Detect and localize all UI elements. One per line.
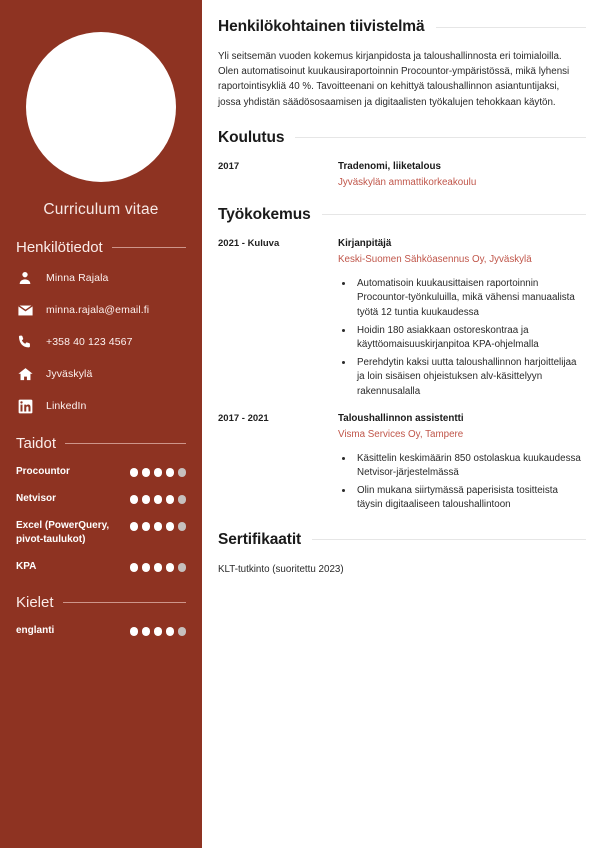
skills-section bbox=[16, 435, 186, 574]
heading-divider bbox=[63, 602, 186, 603]
rating-dot-filled bbox=[166, 468, 175, 477]
education-section bbox=[218, 129, 586, 190]
entry-date: 2017 - 2021 bbox=[218, 412, 269, 424]
bullet-item: • Perehdytin kaksi uutta taloushallinnon harjoittelijaa ja loin sisäisen ohjeistuksen alv-käsittelyyn rakennusalalla bbox=[354, 355, 586, 400]
rating-dot-filled bbox=[130, 627, 139, 636]
summary-heading-text: Henkilökohtainen tiivistelmä bbox=[218, 18, 425, 35]
certificates-heading-text: Sertifikaatit bbox=[218, 530, 302, 548]
entry-organization: Visma Services Oy, Tampere bbox=[338, 428, 464, 440]
summary-section bbox=[218, 18, 586, 110]
person-icon bbox=[16, 269, 34, 287]
experience-entry bbox=[218, 412, 586, 515]
entry-bullets bbox=[338, 451, 586, 513]
entry-role: Taloushallinnon assistentti bbox=[338, 412, 464, 424]
skill-label: KPA bbox=[16, 561, 37, 572]
contact-linkedin-text: LinkedIn bbox=[46, 400, 87, 412]
rating-dot-filled bbox=[166, 495, 175, 504]
rating-dot-filled bbox=[142, 563, 151, 572]
experience-entry bbox=[218, 237, 586, 402]
skill-label: Netvisor bbox=[16, 493, 57, 504]
rating-dot-empty bbox=[178, 468, 187, 477]
rating-dot-filled bbox=[154, 522, 163, 531]
bullet-item: • Olin mukana siirtymässä paperisista tositteista täysin digitaaliseen taloushallintoon bbox=[354, 483, 586, 513]
skill-rating bbox=[130, 560, 187, 572]
skill-item bbox=[16, 519, 186, 547]
contact-phone-text: +358 40 123 4567 bbox=[46, 336, 133, 348]
contact-item-linkedin[interactable] bbox=[16, 397, 186, 415]
contact-item-name bbox=[16, 269, 186, 287]
rating-dot-filled bbox=[166, 627, 175, 636]
language-label: englanti bbox=[16, 625, 55, 636]
profile-photo-placeholder bbox=[26, 32, 176, 182]
entry-role: Tradenomi, liiketalous bbox=[338, 160, 441, 172]
main-content bbox=[202, 0, 600, 848]
heading-divider bbox=[312, 539, 586, 540]
experience-heading bbox=[218, 206, 586, 224]
heading-divider bbox=[112, 247, 186, 248]
entry-bullets bbox=[338, 276, 586, 400]
skill-item bbox=[16, 492, 186, 506]
entry-body bbox=[338, 237, 586, 402]
contact-item-location bbox=[16, 365, 186, 383]
rating-dot-filled bbox=[154, 627, 163, 636]
certificate-text: KLT-tutkinto (suoritettu 2023) bbox=[218, 563, 344, 575]
envelope-icon bbox=[16, 301, 34, 319]
bullet-item: • Käsittelin keskimäärin 850 ostolaskua kuukaudessa Netvisor-järjestelmässä bbox=[354, 451, 586, 481]
skills-heading bbox=[16, 435, 186, 452]
entry-body bbox=[338, 160, 586, 190]
languages-heading bbox=[16, 594, 186, 611]
entry-organization: Jyväskylän ammattikorkeakoulu bbox=[338, 176, 477, 188]
cv-title: Curriculum vitae bbox=[43, 201, 159, 218]
contact-name-text: Minna Rajala bbox=[46, 272, 109, 284]
sidebar bbox=[0, 0, 202, 848]
home-icon bbox=[16, 365, 34, 383]
summary-text: Yli seitsemän vuoden kokemus kirjanpidosta ja taloushallinnosta eri toimialoilla. Olen automatisoinut kuukausiraportoinnin Procountor-ympäristössä, mikä lyhensi raportointisykliä 40 %. Tavoitteenani on kehittyä taloushallinnon asiantuntijaksi, jossa yhdistän säädösosaamisen ja digitaalisten työkalujen tehokkaan käytön. bbox=[218, 51, 570, 108]
rating-dot-filled bbox=[130, 468, 139, 477]
heading-divider bbox=[295, 137, 586, 138]
skill-rating bbox=[130, 492, 187, 504]
heading-divider bbox=[322, 214, 586, 215]
skill-rating bbox=[130, 519, 187, 531]
entry-date: 2021 - Kuluva bbox=[218, 237, 280, 249]
education-entry bbox=[218, 160, 586, 190]
entry-role: Kirjanpitäjä bbox=[338, 237, 392, 249]
rating-dot-filled bbox=[142, 627, 151, 636]
contact-location-text: Jyväskylä bbox=[46, 368, 93, 380]
bullet-item: • Automatisoin kuukausittaisen raportoinnin Procountor-työnkuluilla, mikä vähensi manuaalista työtä 12 tuntia kuukaudessa bbox=[354, 276, 586, 321]
rating-dot-filled bbox=[130, 563, 139, 572]
rating-dot-filled bbox=[142, 522, 151, 531]
rating-dot-empty bbox=[178, 563, 187, 572]
contact-item-email[interactable] bbox=[16, 301, 186, 319]
bullet-item: • Hoidin 180 asiakkaan ostoreskontraa ja käyttöomaisuuskirjanpitoa KPA-ohjelmalla bbox=[354, 323, 586, 353]
experience-heading-text: Työkokemus bbox=[218, 205, 311, 223]
rating-dot-filled bbox=[142, 468, 151, 477]
rating-dot-empty bbox=[178, 522, 187, 531]
linkedin-icon bbox=[16, 397, 34, 415]
entry-organization: Keski-Suomen Sähköasennus Oy, Jyväskylä bbox=[338, 253, 532, 265]
rating-dot-filled bbox=[130, 522, 139, 531]
entry-body bbox=[338, 412, 586, 515]
rating-dot-empty bbox=[178, 495, 187, 504]
personal-details-section bbox=[16, 239, 186, 415]
skill-label: Procountor bbox=[16, 466, 70, 477]
language-item bbox=[16, 624, 186, 638]
education-heading bbox=[218, 129, 586, 147]
contact-email-text: minna.rajala@email.fi bbox=[46, 304, 150, 316]
rating-dot-filled bbox=[154, 468, 163, 477]
rating-dot-filled bbox=[154, 563, 163, 572]
rating-dot-filled bbox=[166, 522, 175, 531]
profile-photo-wrapper bbox=[16, 0, 186, 182]
rating-dot-filled bbox=[166, 563, 175, 572]
rating-dot-filled bbox=[142, 495, 151, 504]
personal-details-heading-text: Henkilötiedot bbox=[16, 239, 103, 256]
skill-item bbox=[16, 560, 186, 574]
certificates-section bbox=[218, 531, 586, 577]
heading-divider bbox=[436, 27, 586, 28]
summary-heading bbox=[218, 18, 586, 36]
phone-icon bbox=[16, 333, 34, 351]
language-rating bbox=[130, 624, 187, 636]
rating-dot-filled bbox=[154, 495, 163, 504]
skill-rating bbox=[130, 465, 187, 477]
rating-dot-filled bbox=[130, 495, 139, 504]
certificates-heading bbox=[218, 531, 586, 549]
languages-heading-text: Kielet bbox=[16, 594, 54, 611]
contact-item-phone[interactable] bbox=[16, 333, 186, 351]
rating-dot-empty bbox=[178, 627, 187, 636]
skill-label: Excel (PowerQuery, pivot-taulukot) bbox=[16, 520, 110, 545]
education-heading-text: Koulutus bbox=[218, 128, 285, 146]
languages-section bbox=[16, 594, 186, 638]
entry-date: 2017 bbox=[218, 160, 240, 172]
skill-item bbox=[16, 465, 186, 479]
heading-divider bbox=[65, 443, 186, 444]
experience-section bbox=[218, 206, 586, 515]
personal-details-heading bbox=[16, 239, 186, 256]
skills-heading-text: Taidot bbox=[16, 435, 57, 452]
